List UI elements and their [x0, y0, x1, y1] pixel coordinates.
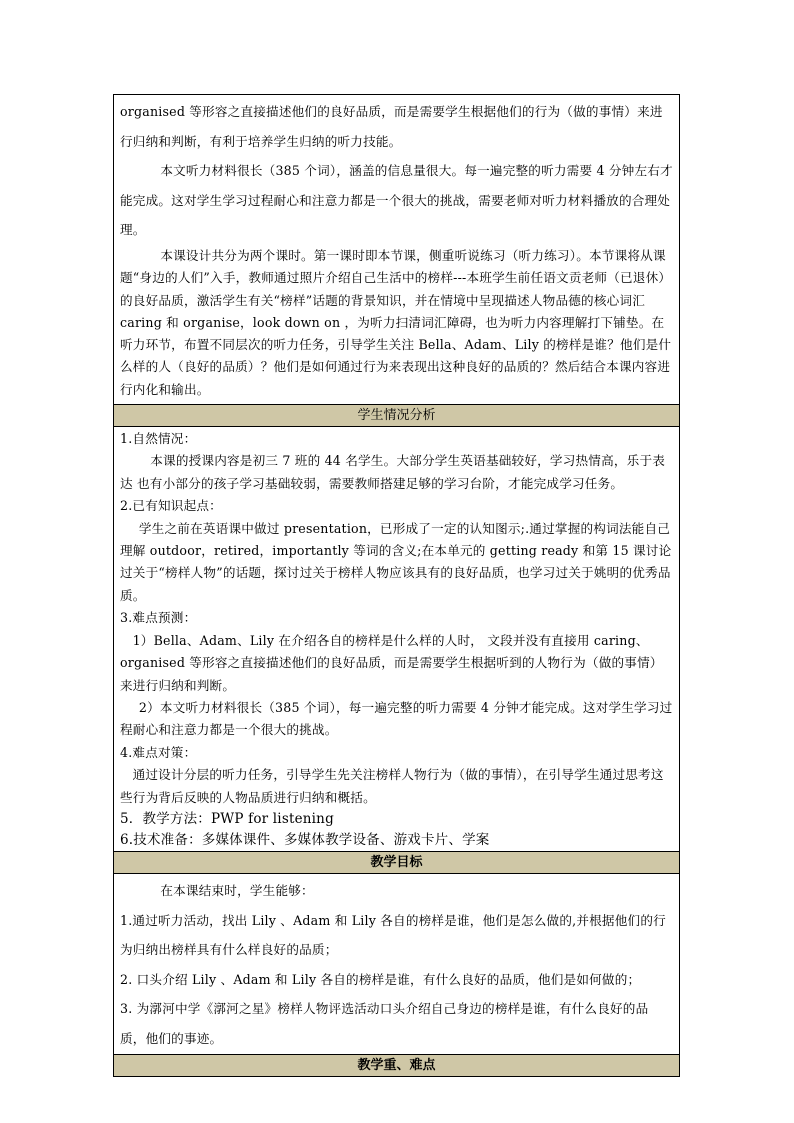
difficulty-strategy-text: 通过设计分层的听力任务，引导学生先关注榜样人物行为（做的事情），在引导学生通过思考这些行为背后反映的人物品质进行归纳和概括。	[120, 767, 664, 805]
students-analysis-cell	[113, 427, 680, 852]
difficulty-forecast-heading: 3.难点预测：	[120, 610, 197, 626]
difficulty-strategy-heading: 4.难点对策：	[120, 744, 197, 760]
intro-paragraph-2: 本文听力材料很长（385 个词），涵盖的信息量很大。每一遍完整的听力需要 4 分钟左右才能完成。这对学生学习过程耐心和注意力都是一个很大的挑战，需要老师对听力材料播放的合理处理。	[120, 163, 673, 238]
tech-preparation: 6.技术准备：多媒体课件、多媒体教学设备、游戏卡片、学案	[120, 831, 490, 848]
difficulty-point-1: 1）Bella、Adam、Lily 在介绍各自的榜样是什么样的人时， 文段并没有直接用 caring、organised 等形容之直接描述他们的良好品质，而是需要学生根据听到的人物行为（做的事情）来进行归纳和判断。	[120, 632, 663, 693]
prior-knowledge-text: 学生之前在英语课中做过 presentation，已形成了一定的认知图示;.通过掌握的构词法能自己理解 outdoor，retired，importantly 等词的含义;在本单元的 getting ready 和第 15 课讨论过关于“榜样人物”的话题，探讨过关于榜样人物应该具有的良好品质，也学习过关于姚明的优秀品质。	[120, 520, 672, 603]
teaching-method: 5．教学方法：PWP for listening	[120, 810, 334, 827]
prior-knowledge-heading: 2.已有知识起点：	[120, 498, 222, 514]
natural-situation-text: 本课的授课内容是初三 7 班的 44 名学生。大部分学生英语基础较好，学习热情高，乐于表达 也有小部分的孩子学习基础较弱，需要教师搭建足够的学习台阶，才能完成学习任务。	[120, 453, 666, 491]
goals-intro: 在本课结束时，学生能够：	[160, 882, 314, 898]
goal-1: 1.通过听力活动，找出 Lily 、Adam 和 Lily 各自的榜样是谁，他们是怎么做的,并根据他们的行为归纳出榜样具有什么样良好的品质；	[120, 912, 666, 958]
difficulty-point-2: 2）本文听力材料很长（385 个词），每一遍完整的听力需要 4 分钟才能完成。这对学生学习过程耐心和注意力都是一个很大的挑战。	[120, 699, 673, 738]
teaching-goals-header: 教学目标	[113, 852, 680, 874]
students-analysis-header: 学生情况分析	[113, 405, 680, 427]
teaching-goals-cell	[113, 874, 680, 1055]
goal-2: 2. 口头介绍 Lily 、Adam 和 Lily 各自的榜样是谁，有什么良好的品质，他们是如何做的；	[120, 971, 641, 987]
lesson-plan-table	[113, 94, 680, 1077]
intro-paragraph-1: organised 等形容之直接描述他们的良好品质，而是需要学生根据他们的行为（做的事情）来进行归纳和判断，有利于培养学生归纳的听力技能。	[120, 104, 663, 149]
intro-paragraph-3: 本课设计共分为两个课时。第一课时即本节课，侧重听说练习（听力练习）。本节课将从课题“身边的人们”入手，教师通过照片介绍自己生活中的榜样---本班学生前任语文贡老师（已退休）的良好品质，激活学生有关“榜样”话题的背景知识，并在情境中呈现描述人物品德的核心词汇 caring 和 organise，look down on ，为听力扫清词汇障碍，也为听力内容理解打下铺垫。在听力环节，布置不同层次的听力任务，引导学生关注 Bella、Adam、Lily 的榜样是谁？他们是什么样的人（良好的品质）？他们是如何通过行为来表现出这种良好的品质的？然后结合本课内容进行内化和输出。	[120, 247, 672, 397]
goal-3: 3. 为漷河中学《漷河之星》榜样人物评选活动口头介绍自己身边的榜样是谁，有什么良好的品质，他们的事迹。	[120, 1001, 649, 1046]
intro-cell	[113, 94, 680, 405]
key-difficult-points-header: 教学重、难点	[113, 1055, 680, 1077]
natural-situation-heading: 1.自然情况：	[120, 431, 197, 447]
